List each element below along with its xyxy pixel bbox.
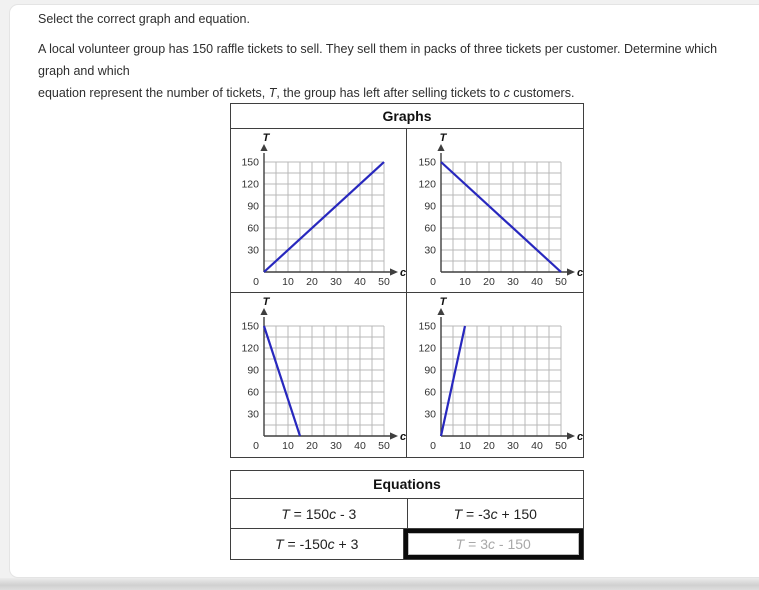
svg-text:20: 20 xyxy=(306,440,318,452)
equation-coefficient: -150 xyxy=(299,536,328,552)
svg-text:50: 50 xyxy=(554,440,567,452)
svg-text:90: 90 xyxy=(423,364,436,377)
equation-equals: = xyxy=(283,536,300,552)
equations-row-1 xyxy=(231,499,583,529)
equation-variable: c xyxy=(327,536,335,552)
question-card xyxy=(10,5,759,577)
svg-text:c: c xyxy=(576,266,583,279)
equation-variable: c xyxy=(490,505,498,522)
svg-text:60: 60 xyxy=(247,386,259,399)
problem-line1: A local volunteer group has 150 raffle tickets to sell. They sell them in packs of three tickets per customer. Determine which graph and which xyxy=(38,42,718,78)
svg-text:10: 10 xyxy=(282,275,294,288)
svg-text:150: 150 xyxy=(417,320,436,333)
equation-variable: c xyxy=(488,536,495,552)
equation-coefficient: -3 xyxy=(478,505,491,522)
svg-text:20: 20 xyxy=(482,440,495,452)
equations-table-title: Equations xyxy=(231,471,583,499)
svg-text:40: 40 xyxy=(530,275,543,288)
graph-bottom-right-plot xyxy=(408,296,583,454)
graph-option-bottom-left[interactable] xyxy=(231,293,407,457)
svg-text:150: 150 xyxy=(241,320,259,333)
svg-text:120: 120 xyxy=(241,342,259,355)
svg-text:c: c xyxy=(400,431,406,443)
equation-lhs: T xyxy=(275,536,284,552)
svg-text:c: c xyxy=(576,431,583,443)
svg-text:50: 50 xyxy=(554,275,567,288)
svg-text:T: T xyxy=(439,296,446,308)
svg-text:40: 40 xyxy=(354,275,366,288)
svg-text:10: 10 xyxy=(282,440,294,452)
equation-tail: + 3 xyxy=(334,536,359,552)
equations-table xyxy=(230,470,584,560)
svg-text:T: T xyxy=(439,131,446,144)
graphs-table-title: Graphs xyxy=(231,104,583,129)
equation-option-3[interactable] xyxy=(231,529,404,559)
equation-equals: = xyxy=(464,536,481,552)
problem-line2-end: customers. xyxy=(509,86,575,100)
svg-text:50: 50 xyxy=(378,440,390,452)
equation-option-2[interactable] xyxy=(408,499,584,529)
svg-text:T: T xyxy=(262,131,270,144)
equation-tail: - 3 xyxy=(336,505,357,522)
graph-option-top-left[interactable] xyxy=(231,129,407,293)
svg-text:20: 20 xyxy=(306,275,318,288)
svg-text:0: 0 xyxy=(253,275,259,288)
svg-text:90: 90 xyxy=(247,364,259,377)
problem-text xyxy=(38,38,744,104)
variable-T: T xyxy=(268,86,277,100)
graph-top-right-plot xyxy=(408,132,583,290)
svg-text:0: 0 xyxy=(253,440,259,452)
graphs-grid xyxy=(231,129,583,457)
graph-option-bottom-right[interactable] xyxy=(407,293,583,457)
equations-row-2 xyxy=(231,529,583,559)
svg-text:150: 150 xyxy=(241,156,259,168)
equation-lhs: T xyxy=(453,505,463,522)
graphs-table xyxy=(230,103,584,458)
svg-text:40: 40 xyxy=(530,440,543,452)
svg-text:120: 120 xyxy=(241,178,259,190)
svg-text:120: 120 xyxy=(417,342,436,355)
equation-equals: = xyxy=(289,505,306,522)
svg-text:120: 120 xyxy=(417,178,436,190)
svg-text:60: 60 xyxy=(423,386,436,399)
svg-text:30: 30 xyxy=(506,275,519,288)
graph-option-top-right[interactable] xyxy=(407,129,583,293)
svg-text:90: 90 xyxy=(423,200,436,212)
problem-line2-start: equation represent the number of tickets, xyxy=(38,86,269,100)
svg-text:30: 30 xyxy=(423,244,436,256)
equation-tail: + 150 xyxy=(497,505,537,522)
svg-text:30: 30 xyxy=(506,440,519,452)
bottom-scrollbar-track[interactable] xyxy=(0,578,759,590)
svg-text:40: 40 xyxy=(354,440,366,452)
svg-text:50: 50 xyxy=(378,275,390,288)
svg-text:10: 10 xyxy=(458,440,471,452)
svg-text:90: 90 xyxy=(247,200,259,212)
equation-variable: c xyxy=(329,505,337,522)
equation-lhs: T xyxy=(455,536,465,552)
svg-text:30: 30 xyxy=(247,408,259,421)
svg-text:10: 10 xyxy=(458,275,471,288)
svg-text:30: 30 xyxy=(247,244,259,256)
svg-text:30: 30 xyxy=(423,408,436,421)
prompt-text: Select the correct graph and equation. xyxy=(38,12,250,26)
svg-text:30: 30 xyxy=(330,275,342,288)
svg-text:30: 30 xyxy=(330,440,342,452)
svg-text:c: c xyxy=(400,266,406,279)
svg-text:60: 60 xyxy=(423,222,436,234)
equation-option-1[interactable] xyxy=(231,499,408,529)
variable-c: c xyxy=(503,86,510,100)
equation-coefficient: 150 xyxy=(305,505,330,522)
equation-equals: = xyxy=(462,505,479,522)
answer-tables xyxy=(230,103,584,560)
equation-coefficient: 3 xyxy=(480,536,488,552)
svg-text:60: 60 xyxy=(247,222,259,234)
svg-text:20: 20 xyxy=(482,275,495,288)
graph-top-left-plot xyxy=(231,132,406,290)
graph-bottom-left-plot xyxy=(231,296,406,454)
problem-line2-mid: , the group has left after selling tickets to xyxy=(276,86,504,100)
svg-text:T: T xyxy=(262,296,270,308)
equation-tail: - 150 xyxy=(495,536,531,552)
svg-text:0: 0 xyxy=(429,275,436,288)
svg-text:0: 0 xyxy=(429,440,436,452)
equation-lhs: T xyxy=(281,505,290,522)
svg-text:150: 150 xyxy=(417,156,436,168)
equation-option-4[interactable] xyxy=(404,529,584,559)
